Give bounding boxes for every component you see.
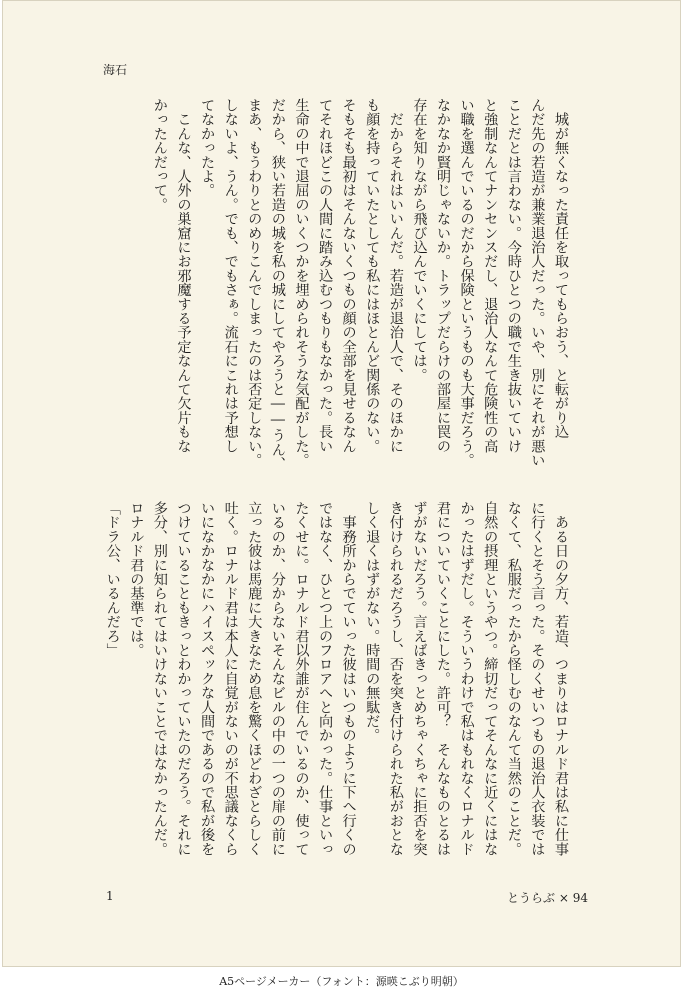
bottom-text-line: 多分、別に知られてはいけないことではなかったんだ。 xyxy=(151,501,168,856)
top-text-line: なかなか賢明じゃないか。トラップだらけの部屋に罠の xyxy=(435,98,452,453)
bottom-text-line: 自然の摂理というやつ。締切だってそんなに近くにはな xyxy=(482,501,499,856)
bottom-text-line: 吐く。ロナルド君は本人に自覚がないのが不思議なくら xyxy=(222,501,239,856)
bottom-text-line: き付けられるだろうし、否を突き付けられた私がおとな xyxy=(387,501,404,856)
top-text-line: も顔を持っていたとしても私にはほとんど関係のない。 xyxy=(364,98,381,453)
bottom-text-line: つけていることもきっとわかっていたのだろう。それに xyxy=(175,501,192,856)
bottom-text-line: ずがないだろう。言えばきっとめちゃくちゃに拒否を突 xyxy=(411,501,428,856)
bottom-text-line: 「ドラ公、いるんだろ」 xyxy=(104,501,121,658)
top-text-line: まあ、もうわりとのめりこんでしまったのは否定しない。 xyxy=(246,98,263,468)
bottom-text-line: 君についていくことにした。許可？ そんなものとるは xyxy=(435,501,452,856)
top-text-line: かったんだって。 xyxy=(151,98,168,212)
bottom-text-line: しく退くはずがない。時間の無駄だ。 xyxy=(364,501,381,743)
top-text-line: い職を選んでいるのだから保険というものも大事だろう。 xyxy=(458,98,475,468)
tool-caption: A5ページメーカー（フォント：源暎こぶり明朝） xyxy=(219,975,464,988)
bottom-text-line: いになかなかにハイスペックな人間であるので私が後を xyxy=(199,501,216,856)
page-number: 1 xyxy=(106,889,114,903)
top-text-line: ことだとは言わない。今時ひとつの職で生き抜いていけ xyxy=(505,98,522,453)
text-block-top xyxy=(147,98,572,483)
top-text-line: そもそも最初はそんないくつもの顔の全部を見せるなん xyxy=(340,98,357,453)
footer-note: とうらぶ × 94 xyxy=(507,891,588,905)
bottom-text-line: ではなく、ひとつ上のフロアへと向かった。仕事といっ xyxy=(317,501,334,856)
bottom-text-line: 立った彼は馬鹿に大きなため息を驚くほどわざとらしく xyxy=(246,501,263,856)
top-text-line: てそれほどこの人間に踏み込むつもりもなかった。長い xyxy=(317,98,334,453)
bottom-text-line: なくて、私服だったから怪しむのなんて当然のことだ。 xyxy=(505,501,522,856)
top-text-line: だから、狭い若造の城を私の城にしてやろうと――うん、 xyxy=(269,98,286,471)
top-text-line: てなかったよ。 xyxy=(199,98,216,198)
text-block-bottom xyxy=(100,501,572,886)
top-text-line: と強制なんてナンセンスだし、退治人なんて危険性の高 xyxy=(482,98,499,453)
bottom-text-line: ある日の夕方、若造、つまりはロナルド君は私に仕事 xyxy=(553,501,569,856)
running-header: 海石 xyxy=(103,63,128,77)
bottom-text-line: に行くとそう言った。そのくせいつもの退治人衣装では xyxy=(529,501,546,856)
top-text-line: 城が無くなった責任を取ってもらおう、と転がり込 xyxy=(553,98,569,439)
top-text-line: だからそれはいいんだ。若造が退治人で、そのほかに xyxy=(387,98,404,453)
bottom-text-line: いるのか、分からないそんなビルの中の一つの扉の前に xyxy=(269,501,286,856)
top-text-line: こんな、人外の巣窟にお邪魔する予定なんて欠片もな xyxy=(175,98,192,453)
top-text-line: しないよ、うん。でも、でもさぁ。流石にこれは予想し xyxy=(222,98,239,453)
bottom-text-line: 事務所からでていった彼はいつものように下へ行くの xyxy=(340,501,357,856)
bottom-text-line: たくせに。ロナルド君以外誰が住んでいるのか、使って xyxy=(293,501,310,856)
bottom-text-line: ロナルド君の基準では。 xyxy=(128,501,145,658)
top-text-line: んだ先の若造が兼業退治人だった。いや、別にそれが悪い xyxy=(529,98,546,468)
bottom-text-line: かったはずだし。そういうわけで私はもれなくロナルド xyxy=(458,501,475,856)
book-page xyxy=(2,0,681,967)
top-text-line: 存在を知りながら飛び込んでいくにしては。 xyxy=(411,98,428,382)
top-text-line: 生命の中で退屈のいくつかを埋められそうな気配がした。 xyxy=(293,98,310,468)
